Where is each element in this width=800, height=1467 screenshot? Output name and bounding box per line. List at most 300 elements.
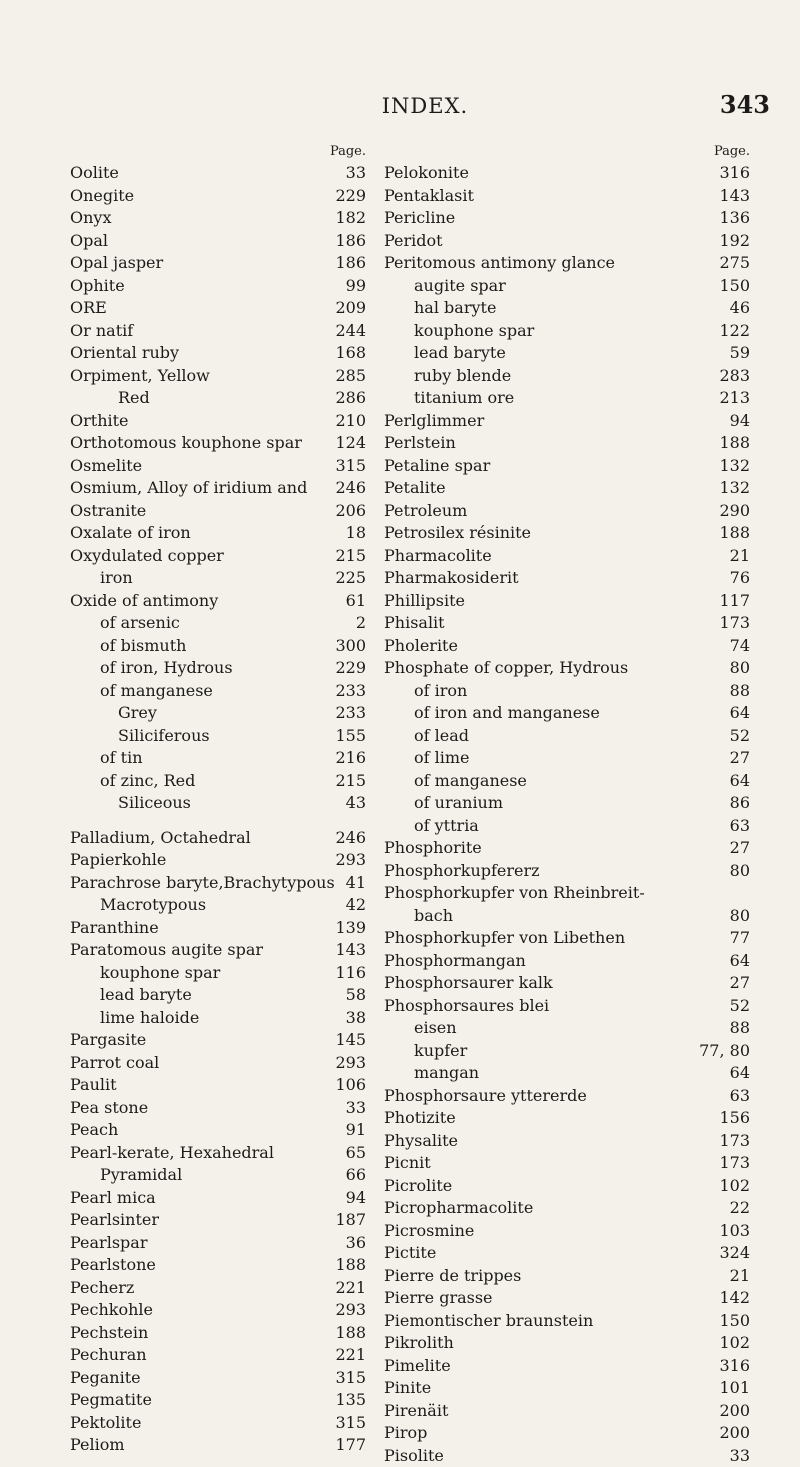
entry-page-ref: 58 <box>346 984 366 1007</box>
entry-page-ref: 88 <box>730 1017 750 1040</box>
index-entry <box>70 917 370 940</box>
index-entry <box>70 635 370 658</box>
entry-term: Picropharmacolite <box>384 1197 533 1220</box>
index-entry <box>384 342 754 365</box>
entry-page-ref: 155 <box>335 725 366 748</box>
entry-term: Paulit <box>70 1074 117 1097</box>
entry-page-ref: 188 <box>719 522 750 545</box>
index-entry <box>384 1242 754 1265</box>
index-entry <box>70 770 370 793</box>
entry-term: of yttria <box>414 815 479 838</box>
index-entry <box>384 635 754 658</box>
entry-page-ref: 290 <box>719 500 750 523</box>
entry-term: Ostranite <box>70 500 146 523</box>
entry-page-ref: 246 <box>335 827 366 850</box>
entry-term: Pegmatite <box>70 1389 152 1412</box>
index-entry <box>384 1175 754 1198</box>
entry-term: of tin <box>100 747 143 770</box>
entry-term: Petrosilex résinite <box>384 522 531 545</box>
entry-term: of uranium <box>414 792 503 815</box>
entry-page-ref: 61 <box>346 590 366 613</box>
index-entry <box>384 815 754 838</box>
entry-page-ref: 101 <box>719 1377 750 1400</box>
entry-page-ref: 145 <box>335 1029 366 1052</box>
entry-term: Papierkohle <box>70 849 166 872</box>
entry-page-ref: 225 <box>335 567 366 590</box>
entry-term: mangan <box>414 1062 479 1085</box>
index-entry <box>70 939 370 962</box>
entry-term: Perlglimmer <box>384 410 484 433</box>
entry-term: Pierre grasse <box>384 1287 493 1310</box>
index-entry <box>384 545 754 568</box>
index-entry <box>384 522 754 545</box>
entry-page-ref: 139 <box>335 917 366 940</box>
index-entry <box>70 1074 370 1097</box>
entry-page-ref: 143 <box>719 185 750 208</box>
entry-term: Phosphate of copper, Hydrous <box>384 657 628 680</box>
index-entry <box>384 770 754 793</box>
entry-term: Peach <box>70 1119 118 1142</box>
entry-page-ref: 142 <box>719 1287 750 1310</box>
entry-term: Pektolite <box>70 1412 141 1435</box>
entry-page-ref: 27 <box>730 747 750 770</box>
index-entry <box>70 849 370 872</box>
index-entry <box>70 185 370 208</box>
entry-page-ref: 246 <box>335 477 366 500</box>
entry-term: of lead <box>414 725 469 748</box>
index-entry <box>384 567 754 590</box>
entry-page-ref: 52 <box>730 995 750 1018</box>
entry-term: Paratomous augite spar <box>70 939 263 962</box>
entry-page-ref: 27 <box>730 972 750 995</box>
entry-term: Pirop <box>384 1422 427 1445</box>
entry-term: Pikrolith <box>384 1332 454 1355</box>
entry-page-ref: 315 <box>335 1412 366 1435</box>
entry-term: Pea stone <box>70 1097 148 1120</box>
entry-page-ref: 293 <box>335 849 366 872</box>
index-entry <box>70 1344 370 1367</box>
index-entry <box>384 410 754 433</box>
entry-page-ref: 177 <box>335 1434 366 1457</box>
index-entry <box>384 1332 754 1355</box>
entry-term: Phosphorkupfer von Rheinbreit- <box>384 882 645 905</box>
entry-page-ref: 200 <box>719 1400 750 1423</box>
index-entry <box>384 455 754 478</box>
entry-term: Pisolite <box>384 1445 444 1467</box>
entry-page-ref: 63 <box>730 815 750 838</box>
entry-term: Oxydulated copper <box>70 545 224 568</box>
index-entry <box>70 702 370 725</box>
entry-page-ref: 64 <box>730 950 750 973</box>
entry-term: Pimelite <box>384 1355 451 1378</box>
entry-term: Pirenäit <box>384 1400 448 1423</box>
index-entry <box>70 1119 370 1142</box>
entry-term: Siliceous <box>118 792 191 815</box>
index-entry <box>70 1299 370 1322</box>
entry-page-ref: 285 <box>335 365 366 388</box>
entry-page-ref: 229 <box>335 185 366 208</box>
entry-term: Macrotypous <box>100 894 206 917</box>
entry-page-ref: 215 <box>335 770 366 793</box>
running-title: INDEX. <box>360 94 490 118</box>
entry-term: kupfer <box>414 1040 467 1063</box>
index-entry <box>384 320 754 343</box>
entry-page-ref: 135 <box>335 1389 366 1412</box>
entry-page-ref: 63 <box>730 1085 750 1108</box>
entry-term: of iron <box>414 680 467 703</box>
entry-page-ref: 38 <box>346 1007 366 1030</box>
entry-term: of iron, Hydrous <box>100 657 233 680</box>
entry-term: Phosphorkupfer von Libethen <box>384 927 625 950</box>
index-entry <box>70 747 370 770</box>
entry-page-ref: 286 <box>335 387 366 410</box>
entry-page-ref: 275 <box>719 252 750 275</box>
page-header <box>0 88 800 128</box>
entry-page-ref: 18 <box>346 522 366 545</box>
index-entry <box>384 612 754 635</box>
entry-page-ref: 209 <box>335 297 366 320</box>
index-entry <box>384 1220 754 1243</box>
entry-term: iron <box>100 567 133 590</box>
entry-page-ref: 122 <box>719 320 750 343</box>
index-entry <box>70 1232 370 1255</box>
index-entry <box>70 207 370 230</box>
index-entry <box>384 837 754 860</box>
entry-term: Onegite <box>70 185 134 208</box>
index-entry <box>70 984 370 1007</box>
entry-term: Red <box>118 387 150 410</box>
entry-page-ref: 124 <box>335 432 366 455</box>
index-entry <box>70 230 370 253</box>
entry-page-ref: 233 <box>335 680 366 703</box>
entry-page-ref: 88 <box>730 680 750 703</box>
entry-term: Opal jasper <box>70 252 163 275</box>
index-entry <box>384 995 754 1018</box>
entry-term: of arsenic <box>100 612 180 635</box>
index-entry <box>70 1389 370 1412</box>
entry-page-ref: 283 <box>719 365 750 388</box>
entry-term: Siliciferous <box>118 725 210 748</box>
entry-term: Parrot coal <box>70 1052 159 1075</box>
index-entry <box>70 792 370 815</box>
entry-term: Petaline spar <box>384 455 490 478</box>
index-entry <box>384 387 754 410</box>
entry-page-ref: 64 <box>730 1062 750 1085</box>
entry-term: Picrolite <box>384 1175 452 1198</box>
index-entry <box>70 162 370 185</box>
entry-term: Pearlstone <box>70 1254 156 1277</box>
entry-term: Phosphorkupfererz <box>384 860 540 883</box>
entry-page-ref: 77 <box>730 927 750 950</box>
entry-term: of iron and manganese <box>414 702 600 725</box>
entry-term: Oxalate of iron <box>70 522 191 545</box>
entry-term: Physalite <box>384 1130 458 1153</box>
entry-page-ref: 192 <box>719 230 750 253</box>
entry-page-ref: 186 <box>335 230 366 253</box>
entry-page-ref: 324 <box>719 1242 750 1265</box>
entry-page-ref: 94 <box>346 1187 366 1210</box>
index-entry <box>384 1197 754 1220</box>
index-entry <box>384 1310 754 1333</box>
index-entry <box>70 1412 370 1435</box>
index-entry <box>70 410 370 433</box>
index-entry <box>70 1367 370 1390</box>
entry-page-ref: 80 <box>730 657 750 680</box>
entry-page-ref: 244 <box>335 320 366 343</box>
entry-page-ref: 99 <box>346 275 366 298</box>
index-entry <box>70 1142 370 1165</box>
index-entry <box>384 927 754 950</box>
entry-term: Pharmacolite <box>384 545 492 568</box>
entry-page-ref: 293 <box>335 1052 366 1075</box>
entry-page-ref: 33 <box>730 1445 750 1467</box>
index-entry <box>70 657 370 680</box>
index-entry <box>70 680 370 703</box>
entry-page-ref: 102 <box>719 1332 750 1355</box>
entry-page-ref: 316 <box>719 1355 750 1378</box>
index-entry <box>384 882 754 905</box>
index-entry <box>70 455 370 478</box>
entry-page-ref: 315 <box>335 455 366 478</box>
entry-term: of lime <box>414 747 470 770</box>
index-entry <box>70 590 370 613</box>
entry-page-ref: 188 <box>335 1254 366 1277</box>
entry-page-ref: 27 <box>730 837 750 860</box>
entry-term: titanium ore <box>414 387 514 410</box>
entry-term: of zinc, Red <box>100 770 195 793</box>
entry-page-ref: 117 <box>719 590 750 613</box>
entry-page-ref: 210 <box>335 410 366 433</box>
entry-page-ref: 186 <box>335 252 366 275</box>
entry-term: Pictite <box>384 1242 436 1265</box>
entry-page-ref: 221 <box>335 1277 366 1300</box>
index-entry <box>384 972 754 995</box>
entry-term: Orpiment, Yellow <box>70 365 210 388</box>
entry-term: Pharmakosiderit <box>384 567 519 590</box>
entry-term: of bismuth <box>100 635 186 658</box>
index-entry <box>384 500 754 523</box>
entry-term: Phosphorsaurer kalk <box>384 972 553 995</box>
entry-page-ref: 65 <box>346 1142 366 1165</box>
entry-term: bach <box>414 905 453 928</box>
entry-term: Perlstein <box>384 432 456 455</box>
entry-term: Picnit <box>384 1152 431 1175</box>
entry-page-ref: 132 <box>719 477 750 500</box>
entry-page-ref: 233 <box>335 702 366 725</box>
entry-page-ref: 188 <box>335 1322 366 1345</box>
entry-term: Onyx <box>70 207 111 230</box>
entry-term: Osmelite <box>70 455 142 478</box>
index-entry <box>70 827 370 850</box>
entry-page-ref: 2 <box>356 612 366 635</box>
entry-page-ref: 187 <box>335 1209 366 1232</box>
entry-page-ref: 77, 80 <box>699 1040 750 1063</box>
index-entry <box>384 207 754 230</box>
page-number: 343 <box>700 90 770 119</box>
entry-term: Oolite <box>70 162 119 185</box>
entry-page-ref: 156 <box>719 1107 750 1130</box>
index-entry <box>70 612 370 635</box>
entry-term: Phosphorsaure yttererde <box>384 1085 587 1108</box>
index-entry <box>70 387 370 410</box>
index-entry <box>70 342 370 365</box>
index-entry <box>384 792 754 815</box>
entry-page-ref: 91 <box>346 1119 366 1142</box>
entry-page-ref: 173 <box>719 1152 750 1175</box>
entry-page-ref: 64 <box>730 770 750 793</box>
index-entry <box>384 252 754 275</box>
entry-page-ref: 22 <box>730 1197 750 1220</box>
entry-page-ref: 102 <box>719 1175 750 1198</box>
entry-term: Peridot <box>384 230 443 253</box>
index-entry <box>384 432 754 455</box>
index-entry <box>384 230 754 253</box>
entry-page-ref: 59 <box>730 342 750 365</box>
entry-page-ref: 300 <box>335 635 366 658</box>
entry-page-ref: 215 <box>335 545 366 568</box>
index-entry <box>384 1422 754 1445</box>
entry-term: kouphone spar <box>100 962 220 985</box>
index-entry <box>70 894 370 917</box>
index-entry <box>384 477 754 500</box>
entry-page-ref: 200 <box>719 1422 750 1445</box>
section-gap <box>70 815 370 827</box>
index-entry <box>384 365 754 388</box>
entry-term: Osmium, Alloy of iridium and <box>70 477 307 500</box>
index-entry <box>384 702 754 725</box>
entry-term: Palladium, Octahedral <box>70 827 251 850</box>
page-column-label: Page. <box>384 144 754 162</box>
index-entry <box>384 275 754 298</box>
entry-term: Pechuran <box>70 1344 147 1367</box>
entry-term: Peganite <box>70 1367 141 1390</box>
entry-term: Piemontischer braunstein <box>384 1310 593 1333</box>
entry-term: Grey <box>118 702 157 725</box>
index-entry <box>384 297 754 320</box>
entry-term: lead baryte <box>414 342 506 365</box>
entry-page-ref: 132 <box>719 455 750 478</box>
entry-term: ORE <box>70 297 107 320</box>
index-entry <box>70 1052 370 1075</box>
entry-term: Opal <box>70 230 108 253</box>
entry-term: Petalite <box>384 477 446 500</box>
index-entry <box>384 905 754 928</box>
entry-page-ref: 316 <box>719 162 750 185</box>
entry-page-ref: 86 <box>730 792 750 815</box>
entry-term: Pearl mica <box>70 1187 156 1210</box>
entry-page-ref: 221 <box>335 1344 366 1367</box>
entry-page-ref: 21 <box>730 1265 750 1288</box>
index-entry <box>70 252 370 275</box>
index-entry <box>70 522 370 545</box>
entry-term: Phosphormangan <box>384 950 526 973</box>
entry-page-ref: 216 <box>335 747 366 770</box>
entry-page-ref: 33 <box>346 162 366 185</box>
entry-term: Ophite <box>70 275 125 298</box>
entry-term: kouphone spar <box>414 320 534 343</box>
entry-term: Paranthine <box>70 917 159 940</box>
entry-page-ref: 173 <box>719 612 750 635</box>
entry-page-ref: 21 <box>730 545 750 568</box>
index-entry <box>70 320 370 343</box>
index-entry <box>70 1007 370 1030</box>
entry-page-ref: 76 <box>730 567 750 590</box>
index-entry <box>384 185 754 208</box>
entry-term: Pinite <box>384 1377 431 1400</box>
entry-term: Phisalit <box>384 612 445 635</box>
entry-term: Pearl-kerate, Hexahedral <box>70 1142 274 1165</box>
entry-term: Peritomous antimony glance <box>384 252 615 275</box>
entry-term: Pecherz <box>70 1277 134 1300</box>
entry-term: Pericline <box>384 207 455 230</box>
entry-term: Pyramidal <box>100 1164 182 1187</box>
entry-term: Phosphorite <box>384 837 482 860</box>
entry-term: Oriental ruby <box>70 342 179 365</box>
entry-page-ref: 43 <box>346 792 366 815</box>
index-entry <box>384 747 754 770</box>
entry-term: Peliom <box>70 1434 125 1457</box>
entry-term: Or natif <box>70 320 133 343</box>
index-entry <box>70 725 370 748</box>
index-entry <box>70 1209 370 1232</box>
entry-page-ref: 94 <box>730 410 750 433</box>
entry-page-ref: 36 <box>346 1232 366 1255</box>
entry-page-ref: 229 <box>335 657 366 680</box>
index-entry <box>384 1107 754 1130</box>
index-column-right <box>384 144 754 1467</box>
index-entry <box>70 545 370 568</box>
index-entry <box>384 1265 754 1288</box>
entry-term: Phillipsite <box>384 590 465 613</box>
index-entry <box>70 477 370 500</box>
entry-term: Petroleum <box>384 500 467 523</box>
index-entry <box>70 1097 370 1120</box>
entry-term: lime haloide <box>100 1007 199 1030</box>
index-entry <box>384 1445 754 1467</box>
index-entry <box>70 1164 370 1187</box>
entry-term: Picrosmine <box>384 1220 474 1243</box>
entry-term: ruby blende <box>414 365 511 388</box>
index-entry <box>70 567 370 590</box>
entry-page-ref: 74 <box>730 635 750 658</box>
entry-term: of manganese <box>100 680 213 703</box>
entry-term: Pholerite <box>384 635 458 658</box>
entry-term: Oxide of antimony <box>70 590 218 613</box>
entry-page-ref: 46 <box>730 297 750 320</box>
index-entry <box>70 1029 370 1052</box>
entry-term: of manganese <box>414 770 527 793</box>
entry-page-ref: 52 <box>730 725 750 748</box>
entry-page-ref: 150 <box>719 1310 750 1333</box>
entry-page-ref: 315 <box>335 1367 366 1390</box>
entry-term: hal baryte <box>414 297 496 320</box>
index-entry <box>384 1040 754 1063</box>
entry-term: Pearlspar <box>70 1232 147 1255</box>
entry-page-ref: 106 <box>335 1074 366 1097</box>
entry-page-ref: 150 <box>719 275 750 298</box>
entry-page-ref: 116 <box>335 962 366 985</box>
entry-term: Pelokonite <box>384 162 469 185</box>
index-entry <box>70 1277 370 1300</box>
entry-term: Phosphorsaures blei <box>384 995 549 1018</box>
index-entry <box>70 1254 370 1277</box>
entry-term: Pierre de trippes <box>384 1265 521 1288</box>
entry-page-ref: 66 <box>346 1164 366 1187</box>
entry-term: Pentaklasit <box>384 185 474 208</box>
index-entry <box>384 1152 754 1175</box>
entry-term: Pechstein <box>70 1322 148 1345</box>
entry-term: Orthotomous kouphone spar <box>70 432 302 455</box>
